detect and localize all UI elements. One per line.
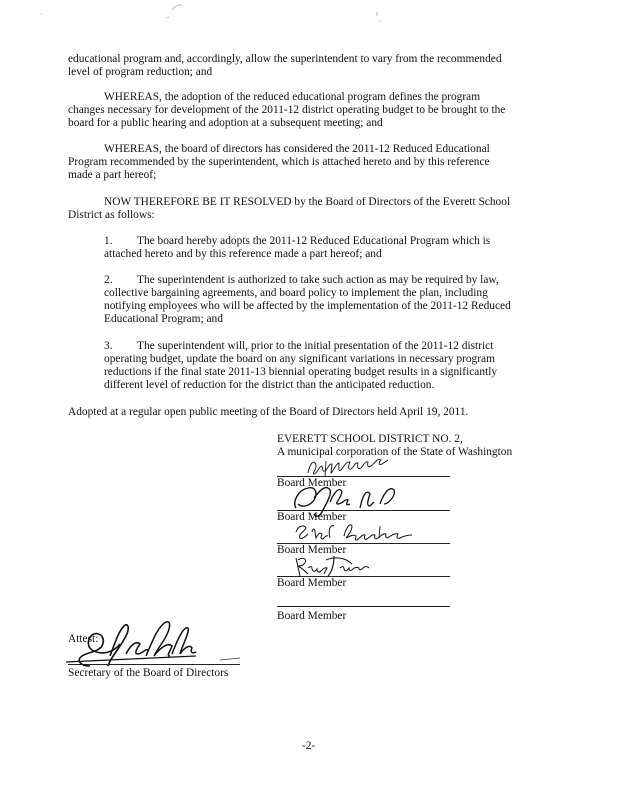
- whereas-paragraph-line: Program recommended by the superintendent, which is attached hereto and by this reference: [68, 156, 490, 168]
- item-number: 2.: [104, 274, 113, 286]
- item-text-line: different level of reduction for the district than the anticipated reduction.: [104, 379, 435, 391]
- attest-label: Attest:: [68, 633, 99, 645]
- continuation-line: level of program reduction; and: [68, 66, 213, 78]
- board-member-title: Board Member: [277, 544, 347, 556]
- whereas-paragraph-line: WHEREAS, the board of directors has considered the 2011-12 Reduced Educational: [104, 143, 490, 155]
- resolved-line: NOW THEREFORE BE IT RESOLVED by the Board of Directors of the Everett School: [104, 196, 511, 208]
- item-text-line: notifying employees who will be affected by the implementation of the 2011-12 Reduced: [104, 300, 511, 312]
- board-member-title: Board Member: [277, 610, 347, 622]
- signature-line: [277, 606, 450, 607]
- continuation-line: educational program and, accordingly, allow the superintendent to vary from the recommended: [68, 53, 502, 65]
- item-text-line: The superintendent will, prior to the initial presentation of the 2011-12 district: [137, 340, 494, 352]
- item-number: 1.: [104, 235, 113, 247]
- whereas-paragraph-line: board for a public hearing and adoption at a subsequent meeting; and: [68, 117, 383, 129]
- adoption-statement: Adopted at a regular open public meeting of the Board of Directors held April 19, 2011.: [68, 406, 469, 418]
- board-member-signature: [290, 552, 400, 580]
- item-text-line: attached hereto and by this reference made a part hereof; and: [104, 248, 382, 260]
- whereas-paragraph-line: changes necessary for development of the 2011-12 district operating budget to be brought to the: [68, 104, 506, 116]
- item-text-line: operating budget, update the board on any significant variations in necessary program: [104, 353, 495, 365]
- board-member-title: Board Member: [277, 511, 347, 523]
- item-number: 3.: [104, 340, 113, 352]
- board-member-title: Board Member: [277, 577, 347, 589]
- page-number: -2-: [302, 740, 316, 752]
- board-member-title: Board Member: [277, 477, 347, 489]
- resolved-line: District as follows:: [68, 209, 155, 221]
- signature-line: [68, 664, 240, 665]
- district-name: EVERETT SCHOOL DISTRICT NO. 2,: [277, 433, 463, 445]
- item-text-line: collective bargaining agreements, and board policy to implement the plan, including: [104, 287, 488, 299]
- item-text-line: The superintendent is authorized to take such action as may be required by law,: [137, 274, 499, 286]
- secretary-title: Secretary of the Board of Directors: [68, 667, 229, 679]
- item-text-line: Educational Program; and: [104, 313, 223, 325]
- board-member-signature: [290, 518, 440, 546]
- item-text-line: The board hereby adopts the 2011-12 Reduced Educational Program which is: [137, 235, 491, 247]
- board-member-signature: [284, 478, 414, 520]
- scan-speck: [0, 0, 621, 30]
- district-description: A municipal corporation of the State of Washington: [277, 446, 513, 458]
- whereas-paragraph-line: WHEREAS, the adoption of the reduced educational program defines the program: [104, 91, 481, 103]
- whereas-paragraph-line: made a part hereof;: [68, 169, 157, 181]
- item-text-line: reductions if the final state 2011-13 biennial operating budget results in a significantly: [104, 366, 498, 378]
